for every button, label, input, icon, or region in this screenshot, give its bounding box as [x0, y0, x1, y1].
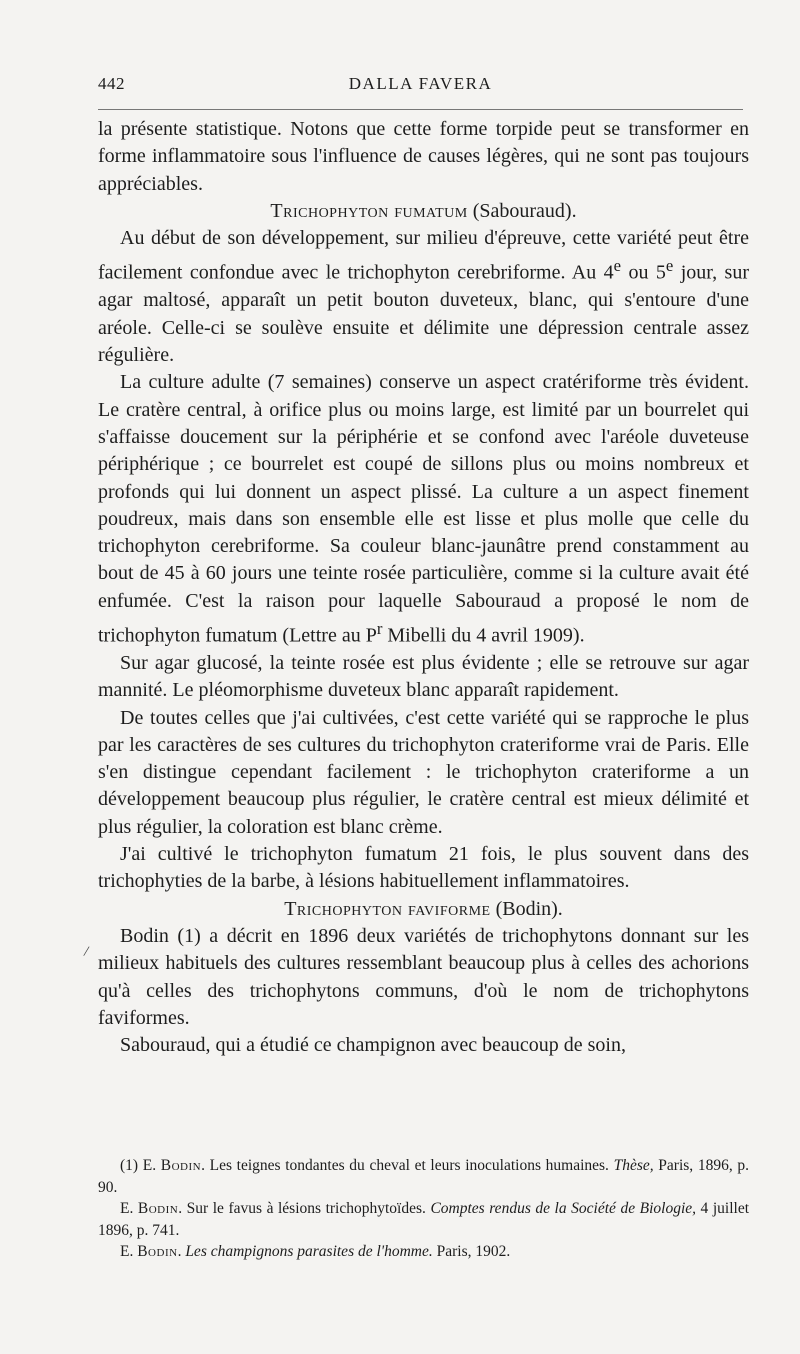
footnote-text: .	[177, 1243, 186, 1260]
running-head: DALLA FAVERA	[348, 74, 493, 93]
footnote-text: 4 juillet 1896, p. 741.	[98, 1200, 750, 1239]
footnote	[98, 1241, 749, 1263]
footnote	[98, 1198, 749, 1241]
superscript: r	[376, 619, 383, 638]
text-run: La culture adulte (7 semaines) conserve un aspect cratériforme très évident. Le cratère central, à orifice plus ou moins large, est limité par un bourrelet qui s'affaisse doucement sur la périphérie et se confond avec l'aréole duveteuse périphérique ; ce bourrelet est coupé de sillons plus ou moins nombreux et profonds qui lui donnent un aspect plissé. La culture a un aspect finement poudreux, mais dans son ensemble elle est lisse et plus molle que celle du trichophyton cerebriforme. Sa couleur blanc-jaunâtre prend constamment au bout de 45 à 60 jours une teinte rosée particulière, comme si la culture avait été enfumée. C'est la raison pour laquelle Sabouraud a proposé le nom de trichophyton fumatum (Lettre au P	[98, 371, 749, 647]
footnote-number: E.	[120, 1243, 138, 1260]
page-number: 442	[98, 74, 125, 93]
section-heading-fumatum	[98, 198, 749, 225]
paragraph: J'ai cultivé le trichophyton fumatum 21 fois, le plus souvent dans des trichophyties de la barbe, à lésions habituellement inflammatoires.	[98, 843, 749, 893]
text-run: jour, sur agar maltosé, apparaît un petit bouton duveteux, blanc, qui s'entoure d'une aréole. Celle-ci se soulève ensuite et délimite une dépression centrale assez régulière.	[98, 262, 749, 367]
page-header	[98, 74, 743, 96]
heading-species: Trichophyton faviforme	[284, 897, 491, 920]
footnote-title: Les champignons parasites de l'homme.	[185, 1243, 433, 1260]
section-heading-faviforme	[98, 896, 749, 923]
footnote-author: Bodin	[160, 1157, 202, 1174]
header-rule	[98, 109, 743, 110]
footnote-number: E.	[120, 1200, 138, 1217]
superscript: e	[665, 256, 674, 276]
paragraph	[98, 369, 749, 650]
heading-species: Trichophyton fumatum	[270, 199, 468, 222]
footnote-text: Paris, 1896, p. 90.	[98, 1157, 750, 1196]
heading-author: (Sabouraud).	[472, 199, 577, 222]
footnote-text: . Sur le favus à lésions trichophytoïdes.	[178, 1200, 431, 1217]
paragraph: De toutes celles que j'ai cultivées, c'est cette variété qui se rapproche le plus par les caractères de ses cultures du trichophyton crateriforme vrai de Paris. Elle s'en distingue cependant facilement : le trichophyton crateriforme a un développement beaucoup plus régulier, le cratère central est mieux délimité et plus régulier, la coloration est blanc crème.	[98, 706, 749, 838]
text-run: Au début de son développement, sur milieu d'épreuve, cette variété peut être facilement confondue avec le trichophyton cerebriforme. Au 4	[98, 227, 749, 285]
paragraph	[98, 225, 749, 369]
text-run: ou 5	[621, 262, 666, 285]
footnote	[98, 1155, 749, 1198]
footnote-author: Bodin	[137, 1200, 179, 1217]
paragraph: Sabouraud, qui a étudié ce champignon avec beaucoup de soin,	[120, 1034, 626, 1057]
footnote-number: (1) E.	[120, 1157, 161, 1174]
footnote-title: Thèse,	[613, 1157, 654, 1174]
superscript: e	[613, 256, 622, 276]
body-text	[98, 116, 749, 1059]
text-run: Mibelli du 4 avril 1909).	[382, 624, 585, 647]
footnote-text: Paris, 1902.	[432, 1243, 511, 1260]
margin-mark: /	[82, 943, 90, 961]
heading-author: (Bodin).	[495, 897, 563, 920]
paragraph: Sur agar glucosé, la teinte rosée est plus évidente ; elle se retrouve sur agar mannité. Le pléomorphisme duveteux blanc apparaît rapidement.	[98, 651, 749, 702]
footnote-author: Bodin	[137, 1243, 178, 1260]
footnotes	[98, 1155, 749, 1263]
paragraph: Bodin (1) a décrit en 1896 deux variétés de trichophytons donnant sur les milieux habituels des cultures ressemblant beaucoup plus à celles des achorions qu'à celles des trichophytons communs, d'où le nom de trichophytons faviformes.	[98, 924, 749, 1029]
footnote-title: Comptes rendus de la Société de Biologie,	[430, 1200, 697, 1217]
footnote-text: . Les teignes tondantes du cheval et leurs inoculations humaines.	[201, 1157, 614, 1174]
paragraph: la présente statistique. Notons que cette forme torpide peut se transformer en forme inflammatoire sous l'influence de causes légères, qui ne sont pas toujours appréciables.	[98, 118, 749, 195]
